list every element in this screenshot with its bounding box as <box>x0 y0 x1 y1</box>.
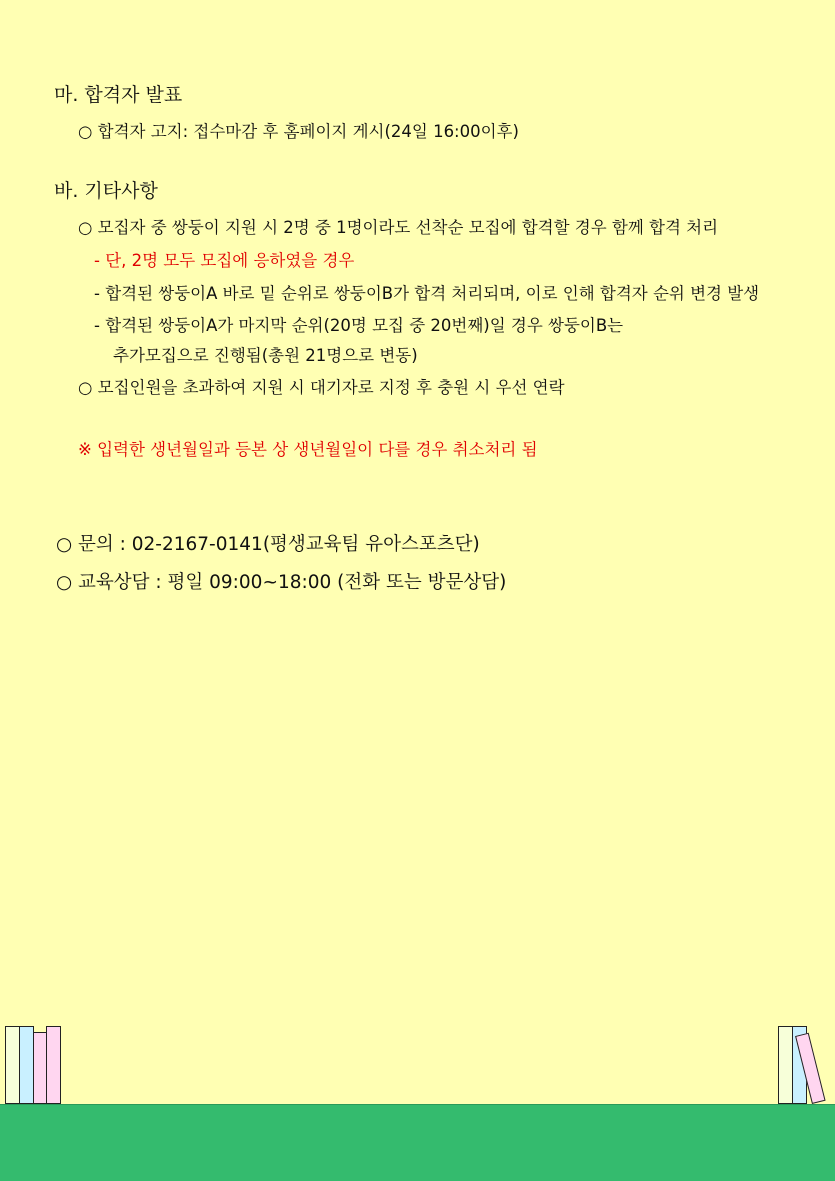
book-left-1 <box>5 1026 20 1104</box>
section-ba-item-2: ○ 모집인원을 초과하여 지원 시 대기자로 지정 후 충원 시 우선 연락 <box>78 378 565 397</box>
book-right-1 <box>778 1026 793 1104</box>
section-ba-heading: 바. 기타사항 <box>54 180 158 202</box>
section-ba-sub-2: - 합격된 쌍둥이A 바로 밑 순위로 쌍둥이B가 합격 처리되며, 이로 인해 합격자 순위 변경 발생 <box>94 284 760 303</box>
section-ba-sub-3-continued: 추가모집으로 진행됨(총원 21명으로 변동) <box>113 346 418 365</box>
contact-inquiry: ○ 문의 : 02-2167-0141(평생교육팀 유아스포츠단) <box>56 534 480 555</box>
section-ma-heading: 마. 합격자 발표 <box>54 84 183 106</box>
book-left-2 <box>19 1026 34 1104</box>
section-ba-sub-3: - 합격된 쌍둥이A가 마지막 순위(20명 모집 중 20번째)일 경우 쌍둥이B는 <box>94 316 624 335</box>
section-ma-item: ○ 합격자 고지: 접수마감 후 홈페이지 게시(24일 16:00이후) <box>78 122 519 141</box>
caution-note: ※ 입력한 생년월일과 등본 상 생년월일이 다를 경우 취소처리 됨 <box>78 440 538 459</box>
book-left-3 <box>33 1032 47 1104</box>
contact-consultation: ○ 교육상담 : 평일 09:00~18:00 (전화 또는 방문상담) <box>56 572 507 593</box>
section-ba-item-1: ○ 모집자 중 쌍둥이 지원 시 2명 중 1명이라도 선착순 모집에 합격할 경우 함께 합격 처리 <box>78 218 719 237</box>
ground-strip <box>0 1104 835 1181</box>
section-ba-sub-1: - 단, 2명 모두 모집에 응하였을 경우 <box>94 251 355 270</box>
book-left-4 <box>46 1026 61 1104</box>
